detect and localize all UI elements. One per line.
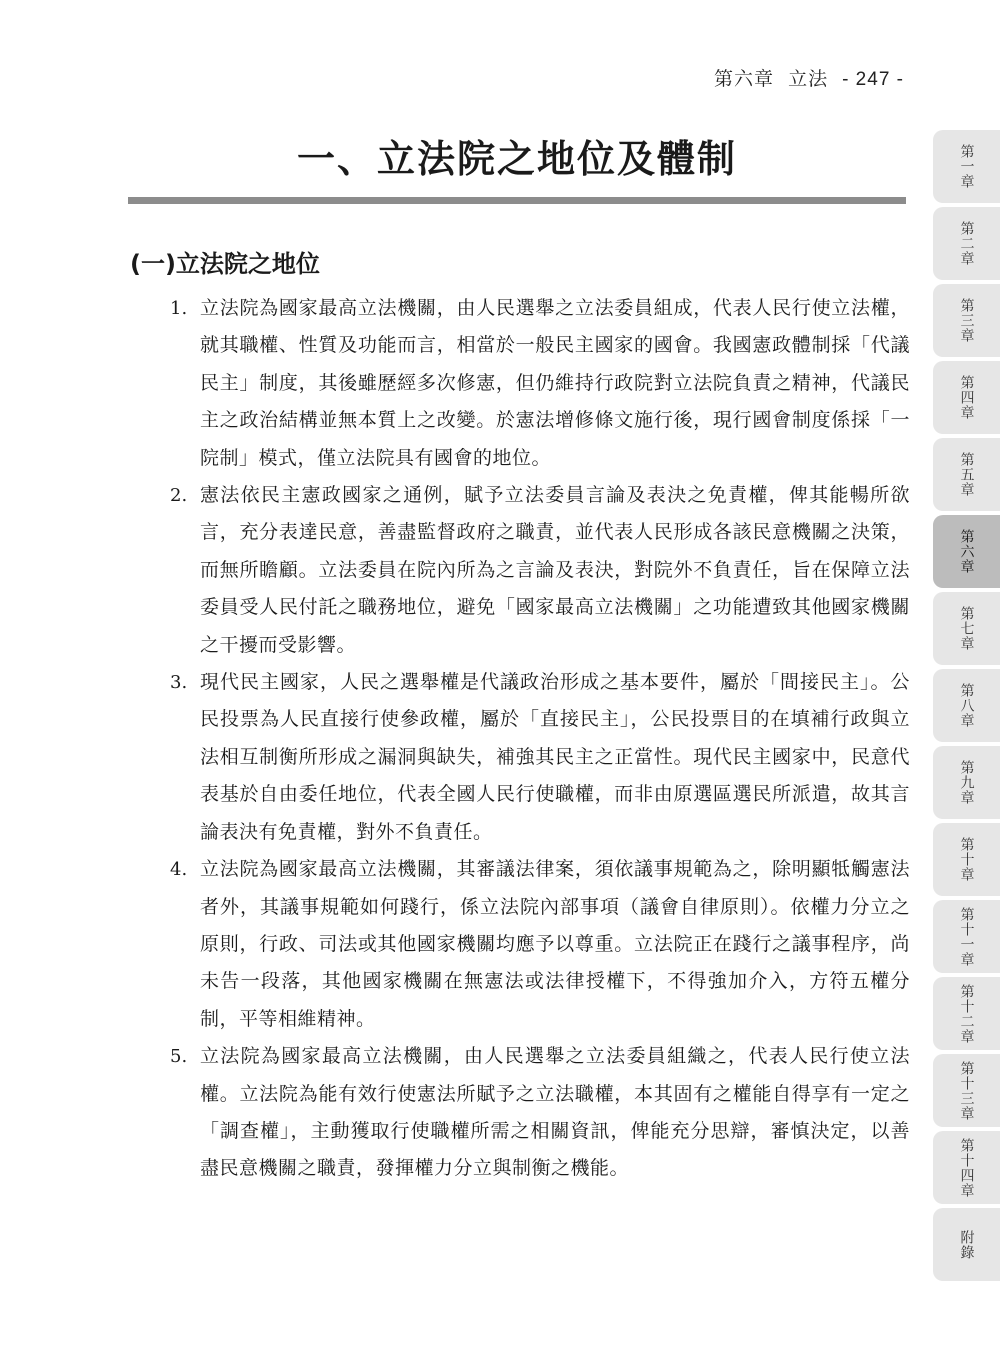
item-text: 立法院為國家最高立法機關，其審議法律案，須依議事規範為之，除明顯牴觸憲法者外，其議事規範如何踐行，係立法院內部事項（議會自律原則）。依權力分立之原則，行政、司法或其他國家機關均應予以尊重。立法院正在踐行之議事程序，尚未告一段落，其他國家機關在無憲法或法律授權下，不得強加介入，方符五權分制，平等相維精神。 <box>200 858 910 1030</box>
appendix-tab[interactable]: 附錄 <box>933 1208 1000 1281</box>
item-number: 1. <box>170 298 188 319</box>
chapter-tab-8[interactable]: 第八章 <box>933 669 1000 742</box>
item-number: 5. <box>170 1046 188 1068</box>
list-item <box>170 477 910 664</box>
list-item <box>170 664 910 851</box>
item-text: 現代民主國家，人民之選舉權是代議政治形成之基本要件，屬於「間接民主」。公民投票為人民直接行使參政權，屬於「直接民主」，公民投票目的在填補行政與立法相互制衡所形成之漏洞與缺失，補強其民主之正當性。現代民主國家中，民意代表基於自由委任地位，代表全國人民行使職權，而非由原選區選民所派遣，故其言論表決有免責權，對外不負責任。 <box>200 671 910 843</box>
chapter-tab-10[interactable]: 第十章 <box>933 823 1000 896</box>
chapter-tabs <box>933 130 1000 1285</box>
chapter-tab-12[interactable]: 第十二章 <box>933 977 1000 1050</box>
chapter-tab-13[interactable]: 第十三章 <box>933 1054 1000 1127</box>
list-item <box>170 851 910 1038</box>
chapter-tab-2[interactable]: 第二章 <box>933 207 1000 280</box>
list-item <box>170 290 910 477</box>
chapter-tab-3[interactable]: 第三章 <box>933 284 1000 357</box>
chapter-tab-9[interactable]: 第九章 <box>933 746 1000 819</box>
chapter-tab-5[interactable]: 第五章 <box>933 438 1000 511</box>
chapter-tab-7[interactable]: 第七章 <box>933 592 1000 665</box>
item-number: 3. <box>170 672 188 694</box>
item-text: 立法院為國家最高立法機關，由人民選舉之立法委員組成，代表人民行使立法權，就其職權、性質及功能而言，相當於一般民主國家的國會。我國憲政體制採「代議民主」制度，其後雖歷經多次修憲，但仍維持行政院對立法院負責之精神，代議民主之政治結構並無本質上之改變。於憲法增修條文施行後，現行國會制度係採「一院制」模式，僅立法院具有國會的地位。 <box>200 297 910 469</box>
title-divider <box>128 197 906 204</box>
page-number: - 247 - <box>842 69 904 90</box>
subsection-heading: (一)立法院之地位 <box>130 250 320 278</box>
running-header <box>714 64 904 91</box>
chapter-tab-11[interactable]: 第十一章 <box>933 900 1000 973</box>
chapter-tab-1[interactable]: 第一章 <box>933 130 1000 203</box>
header-chapter: 第六章 <box>714 68 775 90</box>
chapter-tab-4[interactable]: 第四章 <box>933 361 1000 434</box>
item-number: 4. <box>170 859 188 881</box>
chapter-tab-6[interactable]: 第六章 <box>933 515 1000 588</box>
section-title: 一、立法院之地位及體制 <box>296 137 737 181</box>
item-number: 2. <box>170 485 188 507</box>
header-section: 立法 <box>788 68 829 90</box>
list-item <box>170 1038 910 1188</box>
numbered-list <box>170 290 910 1188</box>
item-text: 憲法依民主憲政國家之通例，賦予立法委員言論及表決之免責權，俾其能暢所欲言，充分表達民意，善盡監督政府之職責，並代表人民形成各該民意機關之決策，而無所瞻顧。立法委員在院內所為之言論及表決，對院外不負責任，旨在保障立法委員受人民付託之職務地位，避免「國家最高立法機關」之功能遭致其他國家機關之干擾而受影響。 <box>200 484 910 656</box>
item-text: 立法院為國家最高立法機關，由人民選舉之立法委員組織之，代表人民行使立法權。立法院為能有效行使憲法所賦予之立法職權，本其固有之權能自得享有一定之「調查權」，主動獲取行使職權所需之相關資訊，俾能充分思辯，審慎決定，以善盡民意機關之職責，發揮權力分立與制衡之機能。 <box>200 1045 910 1180</box>
chapter-tab-14[interactable]: 第十四章 <box>933 1131 1000 1204</box>
